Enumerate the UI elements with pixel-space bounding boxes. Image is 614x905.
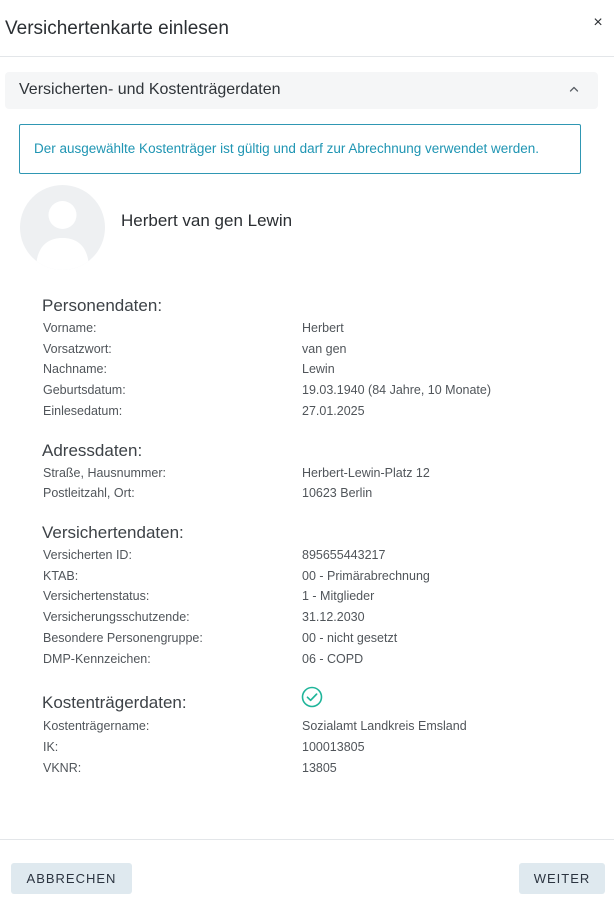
detail-row [43, 631, 583, 649]
detail-value: Sozialamt Landkreis Emsland [302, 719, 467, 733]
check-circle-icon [301, 686, 323, 708]
detail-row [43, 383, 583, 401]
detail-value: 13805 [302, 761, 337, 775]
detail-row [43, 740, 583, 758]
detail-value: Herbert [302, 321, 344, 335]
detail-label: Versichertenstatus: [43, 589, 150, 603]
detail-value: 31.12.2030 [302, 610, 365, 624]
detail-label: Vorsatzwort: [43, 342, 112, 356]
detail-value: Lewin [302, 362, 335, 376]
detail-value: 00 - Primärabrechnung [302, 569, 430, 583]
user-silhouette-icon [20, 185, 105, 270]
detail-value: 1 - Mitglieder [302, 589, 375, 603]
avatar [20, 185, 105, 270]
detail-row [43, 569, 583, 587]
detail-label: VKNR: [43, 761, 82, 775]
detail-label: Nachname: [43, 362, 107, 376]
group-title-personal: Personendaten: [42, 296, 163, 315]
detail-row [43, 342, 583, 360]
detail-label: Geburtsdatum: [43, 383, 126, 397]
detail-label: Besondere Personengruppe: [43, 631, 203, 645]
footer-divider [0, 839, 614, 840]
validity-info-text: Der ausgewählte Kostenträger ist gültig und darf zur Abrechnung verwendet werden. [34, 141, 540, 156]
detail-label: Straße, Hausnummer: [43, 466, 166, 480]
detail-row [43, 486, 583, 504]
group-title-payer: Kostenträgerdaten: [42, 693, 187, 712]
detail-row [43, 610, 583, 628]
detail-value: 27.01.2025 [302, 404, 365, 418]
patient-name: Herbert van gen Lewin [121, 211, 293, 230]
detail-value: 895655443217 [302, 548, 386, 562]
detail-label: Einlesedatum: [43, 404, 123, 418]
detail-label: Versicherungsschutzende: [43, 610, 190, 624]
section-header-label: Versicherten- und Kostenträgerdaten [19, 81, 281, 98]
next-button[interactable]: WEITER [519, 863, 605, 894]
chevron-up-icon[interactable] [566, 81, 582, 97]
detail-value: 06 - COPD [302, 652, 364, 666]
detail-label: Versicherten ID: [43, 548, 132, 562]
detail-row [43, 466, 583, 484]
group-title-address: Adressdaten: [42, 441, 143, 460]
header-divider [0, 56, 614, 57]
detail-row [43, 589, 583, 607]
dialog-title: Versichertenkarte einlesen [5, 18, 229, 39]
group-title-insurance: Versichertendaten: [42, 523, 184, 542]
detail-row [43, 652, 583, 670]
detail-row [43, 761, 583, 779]
validity-info-box [19, 124, 581, 174]
detail-label: Postleitzahl, Ort: [43, 486, 135, 500]
detail-row [43, 719, 583, 737]
detail-row [43, 404, 583, 422]
detail-value: 19.03.1940 (84 Jahre, 10 Monate) [302, 383, 492, 397]
close-button[interactable]: × [593, 14, 603, 31]
detail-value: 10623 Berlin [302, 486, 373, 500]
detail-label: Kostenträgername: [43, 719, 150, 733]
detail-label: KTAB: [43, 569, 79, 583]
detail-label: DMP-Kennzeichen: [43, 652, 151, 666]
section-header-insurance-payer[interactable] [5, 72, 598, 109]
detail-row [43, 548, 583, 566]
detail-label: IK: [43, 740, 59, 754]
detail-row [43, 321, 583, 339]
detail-value: 100013805 [302, 740, 365, 754]
cancel-button[interactable]: ABBRECHEN [11, 863, 132, 894]
detail-row [43, 362, 583, 380]
detail-value: Herbert-Lewin-Platz 12 [302, 466, 430, 480]
detail-value: 00 - nicht gesetzt [302, 631, 398, 645]
detail-label: Vorname: [43, 321, 97, 335]
detail-value: van gen [302, 342, 347, 356]
